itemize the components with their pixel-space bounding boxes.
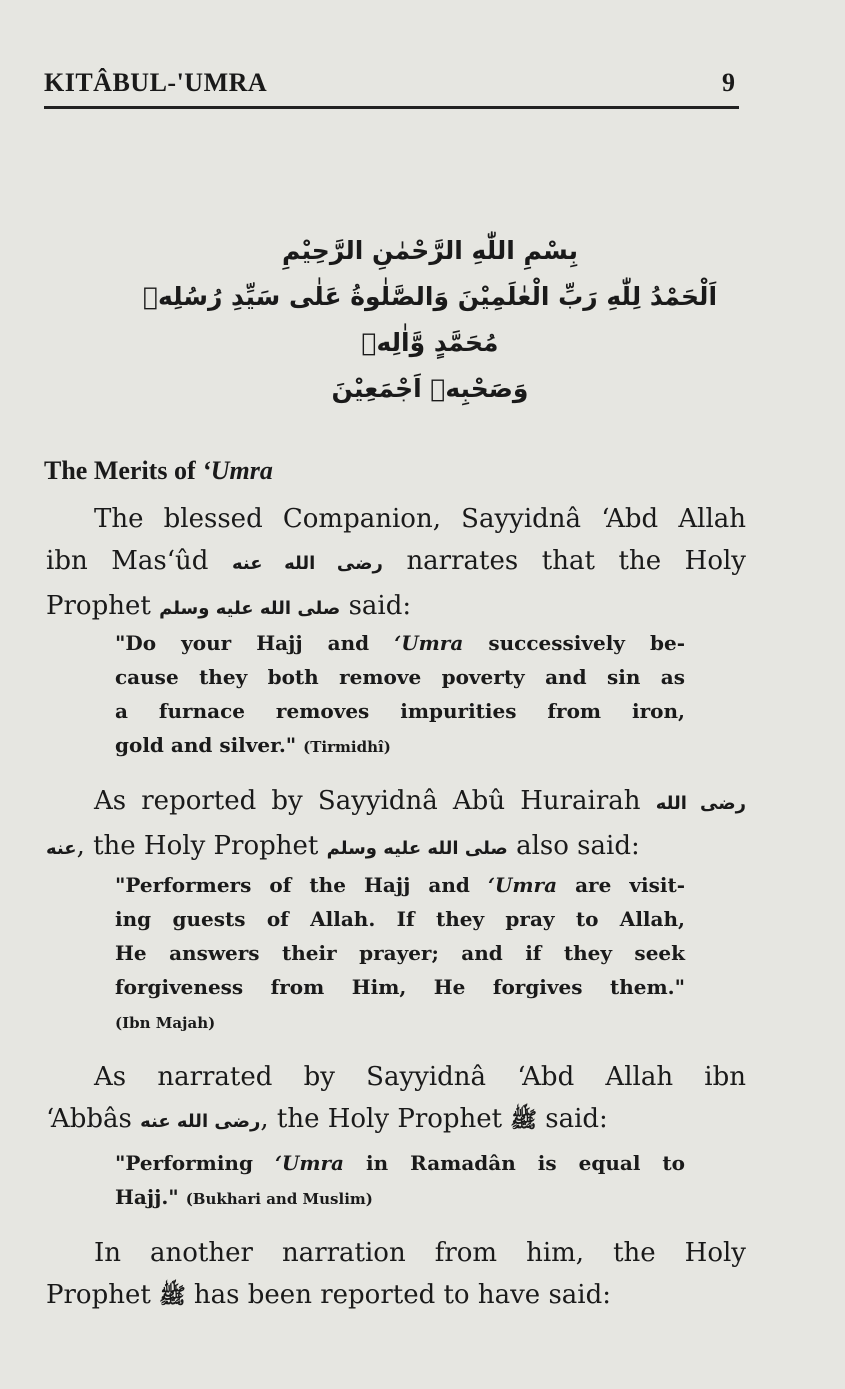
quote-line: Hajj." (Bukhari and Muslim) <box>115 1185 373 1209</box>
arabic-honorific-end: عنه <box>46 838 77 859</box>
opening-invocation <box>110 228 750 412</box>
paragraph-line: As reported by Sayyidnâ Abû Hurairah رضى الله <box>94 786 746 816</box>
quote-line: "Performers of the Hajj and ‘Umra are visit- <box>115 873 686 897</box>
paragraph-line: عنه, the Holy Prophet صلى الله عليه وسلم also said: <box>46 831 640 861</box>
paragraph-3 <box>46 1056 746 1143</box>
section-heading: The Merits of ‘Umra <box>44 456 273 485</box>
arabic-honorific: رضى الله <box>655 793 746 814</box>
running-title: KITÂBUL-'UMRA <box>44 68 268 97</box>
hadith-quote-1 <box>115 626 685 764</box>
hadith-source: (Ibn Majah) <box>115 1014 216 1032</box>
arabic-honorific: رضى الله عنه <box>140 1111 261 1132</box>
paragraph-line: Prophet صلى الله عليه وسلم said: <box>46 591 412 621</box>
basmala: بِسْمِ اللّٰهِ الرَّحْمٰنِ الرَّحِيْمِ <box>282 236 578 265</box>
hadith-source: (Tirmidhî) <box>303 738 391 756</box>
hadith-quote-2 <box>115 868 685 1040</box>
salutation-glyph-icon: ﷺ <box>159 1284 186 1309</box>
quote-line: gold and silver." (Tirmidhî) <box>115 733 391 757</box>
paragraph-line: As narrated by Sayyidnâ ‘Abd Allah ibn <box>94 1062 746 1092</box>
hadith-quote-3 <box>115 1146 685 1216</box>
page-header <box>44 66 739 109</box>
paragraph-line: In another narration from him, the Holy <box>94 1238 746 1268</box>
quote-line: a furnace removes impurities from iron, <box>115 699 685 723</box>
quote-line: "Do your Hajj and ‘Umra successively be- <box>115 631 686 655</box>
paragraph-2 <box>46 780 746 870</box>
paragraph-1 <box>46 498 746 630</box>
quote-line <box>115 1004 685 1040</box>
quote-line: He answers their prayer; and if they seek <box>115 941 685 965</box>
arabic-honorific: رضى الله عنه <box>231 553 383 574</box>
salutation-glyph-icon: ﷺ <box>510 1108 537 1133</box>
hadith-source: (Bukhari and Muslim) <box>185 1190 373 1208</box>
arabic-salutation: صلى الله عليه وسلم <box>159 598 341 619</box>
paragraph-line: ‘Abbâs رضى الله عنه, the Holy Prophet ﷺ said: <box>46 1104 608 1134</box>
paragraph-line: Prophet ﷺ has been reported to have said: <box>46 1280 612 1310</box>
hamd-line-1: اَلْحَمْدُ لِلّٰهِ رَبِّ الْعٰلَمِيْنَ وَالصَّلٰوةُ عَلٰى سَيِّدِ رُسُلِهٖ مُحَمَّدٍ وَّاٰلِهٖ <box>142 282 718 357</box>
quote-line: ing guests of Allah. If they pray to Allah, <box>115 907 685 931</box>
quote-line: "Performing ‘Umra in Ramadân is equal to <box>115 1151 685 1175</box>
quote-line: forgiveness from Him, He forgives them." <box>115 975 685 999</box>
paragraph-line: The blessed Companion, Sayyidnâ ‘Abd Allah <box>94 504 746 534</box>
paragraph-line: ibn Mas‘ûd رضى الله عنه narrates that the Holy <box>46 546 746 576</box>
page-number: 9 <box>722 68 735 97</box>
paragraph-4 <box>46 1232 746 1318</box>
arabic-salutation: صلى الله عليه وسلم <box>326 838 508 859</box>
quote-line: cause they both remove poverty and sin as <box>115 665 685 689</box>
hamd-line-2: وَصَحْبِهٖ اَجْمَعِيْنَ <box>331 374 529 403</box>
